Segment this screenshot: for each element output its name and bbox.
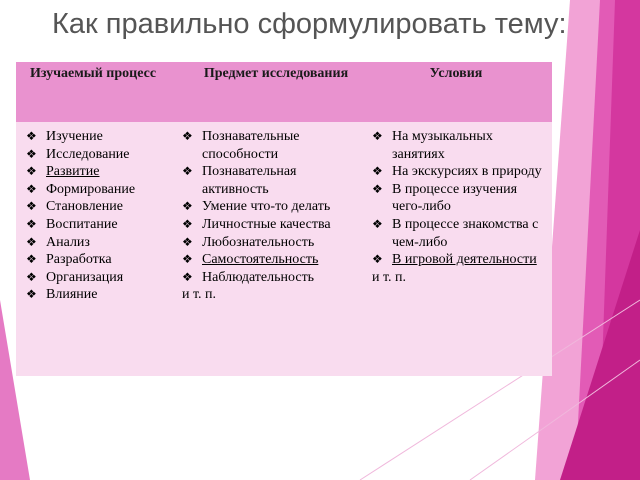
list-tail-text: и т. п. [372, 269, 407, 285]
column-process [26, 128, 176, 304]
list-item: ❖ На музыкальных занятиях [372, 129, 493, 162]
diamond-bullet-icon: ❖ [182, 252, 193, 267]
diamond-bullet-icon: ❖ [372, 129, 383, 143]
diamond-bullet-icon: ❖ [182, 234, 193, 249]
list-item: ❖ Разработка [26, 252, 112, 268]
list-item: ❖ Наблюдательность [182, 269, 315, 285]
list-item: ❖ Познавательная активность [182, 164, 297, 197]
list-item: ❖ Влияние [26, 287, 98, 303]
diamond-bullet-icon: ❖ [26, 129, 37, 143]
diamond-bullet-icon: ❖ [26, 234, 37, 249]
diamond-bullet-icon: ❖ [372, 164, 383, 179]
diamond-bullet-icon: ❖ [26, 146, 37, 161]
list-item: ❖ В игровой деятельности [372, 252, 537, 268]
diamond-bullet-icon: ❖ [26, 199, 37, 214]
list-item: ❖ Познавательные способности [182, 129, 300, 162]
list-item: ❖ Формирование [26, 181, 136, 197]
slide-title: Как правильно сформулировать тему: [52, 8, 567, 40]
diamond-bullet-icon: ❖ [372, 181, 383, 196]
header-cell-process: Изучаемый процесс [29, 66, 157, 81]
list-item: ❖ Личностные качества [182, 216, 331, 232]
diamond-bullet-icon: ❖ [182, 199, 193, 214]
list-item: ❖ Становление [26, 199, 123, 215]
diamond-bullet-icon: ❖ [372, 252, 383, 267]
diamond-bullet-icon: ❖ [26, 181, 37, 196]
header-cell-subject: Предмет исследования [203, 66, 349, 81]
list-item: ❖ В процессе знакомства с чем-либо [372, 216, 539, 250]
list-item: ❖ На экскурсиях в природу [372, 164, 542, 180]
diamond-bullet-icon: ❖ [182, 216, 193, 231]
column-subject [182, 128, 360, 304]
header-cell-conditions: Условия [429, 66, 483, 81]
column-conditions [372, 128, 548, 286]
diamond-bullet-icon: ❖ [182, 129, 193, 143]
diamond-bullet-icon: ❖ [26, 216, 37, 231]
list-item: ❖ Изучение [26, 129, 103, 144]
list-item: ❖ В процессе изучения чего-либо [372, 181, 518, 215]
diamond-bullet-icon: ❖ [26, 269, 37, 284]
list-item: ❖ Анализ [26, 234, 90, 250]
list-tail-text: и т. п. [182, 287, 217, 303]
diamond-bullet-icon: ❖ [182, 164, 193, 179]
diamond-bullet-icon: ❖ [26, 252, 37, 267]
list-item: ❖ Развитие [26, 164, 100, 180]
list-item: ❖ Организация [26, 269, 124, 285]
list-item: ❖ Исследование [26, 146, 130, 162]
list-item: ❖ Самостоятельность [182, 252, 319, 268]
diamond-bullet-icon: ❖ [26, 164, 37, 179]
list-item: ❖ Воспитание [26, 216, 118, 232]
list-item: ❖ Любознательность [182, 234, 315, 250]
diamond-bullet-icon: ❖ [372, 216, 383, 231]
list-item: ❖ Умение что-то делать [182, 199, 331, 215]
diamond-bullet-icon: ❖ [182, 269, 193, 284]
diamond-bullet-icon: ❖ [26, 287, 37, 302]
